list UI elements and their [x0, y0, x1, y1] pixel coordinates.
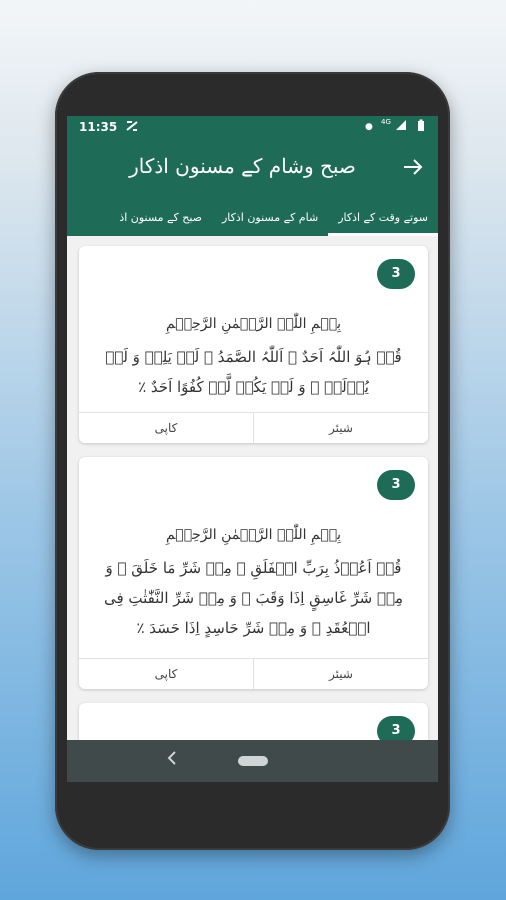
dhikr-card [79, 457, 428, 689]
bismillah-text: بِسۡمِ اللّٰہِ الرَّحۡمٰنِ الرَّحِیۡمِ [165, 316, 342, 332]
count-badge: 3 [377, 470, 415, 500]
battery-icon [417, 119, 425, 135]
status-time: 11:35 [79, 120, 118, 134]
verse-text: قُلۡ اَعُوۡذُ بِرَبِّ الۡفَلَقِ ۙ مِنۡ شَرِّ مَا خَلَقَ ۙ وَ مِنۡ شَرِّ غَاسِقٍ اِذَا وَقَبَ ۙ وَ مِنۡ شَرِّ النَّفّٰثٰتِ فِی الۡعُقَدِ ۙ وَ مِنۡ شَرِّ حَاسِدٍ اِذَا حَسَدَ ٪ [103, 559, 404, 637]
page-title: صبح وشام کے مسنون اذکار [129, 154, 356, 178]
tab-morning-adhkar[interactable]: صبح کے مسنون اذ [119, 211, 202, 224]
bismillah-text: بِسۡمِ اللّٰہِ الرَّحۡمٰنِ الرَّحِیۡمِ [165, 527, 342, 543]
adhkar-list[interactable] [67, 236, 438, 740]
copy-button[interactable]: کاپی [154, 667, 178, 681]
signal-icon [395, 119, 407, 134]
share-button[interactable]: شیئر [253, 659, 428, 689]
phone-screen [67, 116, 438, 782]
app-bar [67, 140, 438, 204]
tab-evening-adhkar[interactable]: شام کے مسنون اذکار [221, 211, 319, 224]
nav-home-pill[interactable] [238, 756, 268, 766]
count-badge: 3 [377, 259, 415, 289]
network-label: 4G [381, 118, 391, 126]
share-button[interactable]: شیئر [253, 413, 428, 443]
dhikr-card [79, 703, 428, 740]
tab-bar [67, 204, 438, 236]
tab-bedtime-adhkar[interactable]: سوتے وقت کے اذکار [328, 204, 438, 236]
no-sync-icon [125, 119, 139, 136]
nav-back-icon[interactable] [167, 750, 177, 769]
status-bar [67, 116, 438, 140]
system-nav-bar [67, 740, 438, 782]
verse-text: قُلۡ ہُوَ اللّٰہُ اَحَدٌ ۚ اَللّٰہُ الصَّمَدُ ۚ لَمۡ یَلِدۡ وَ لَمۡ یُوۡلَدۡ ۙ وَ لَمۡ یَکُنۡ لَّہٗ کُفُوًا اَحَدٌ ٪ [105, 348, 402, 396]
dhikr-card [79, 246, 428, 443]
count-badge: 3 [377, 716, 415, 740]
arrow-right-icon[interactable] [398, 152, 428, 182]
copy-button[interactable]: کاپی [154, 421, 178, 435]
card-actions [79, 658, 428, 689]
card-actions [79, 412, 428, 443]
dot-icon: ● [365, 122, 373, 132]
